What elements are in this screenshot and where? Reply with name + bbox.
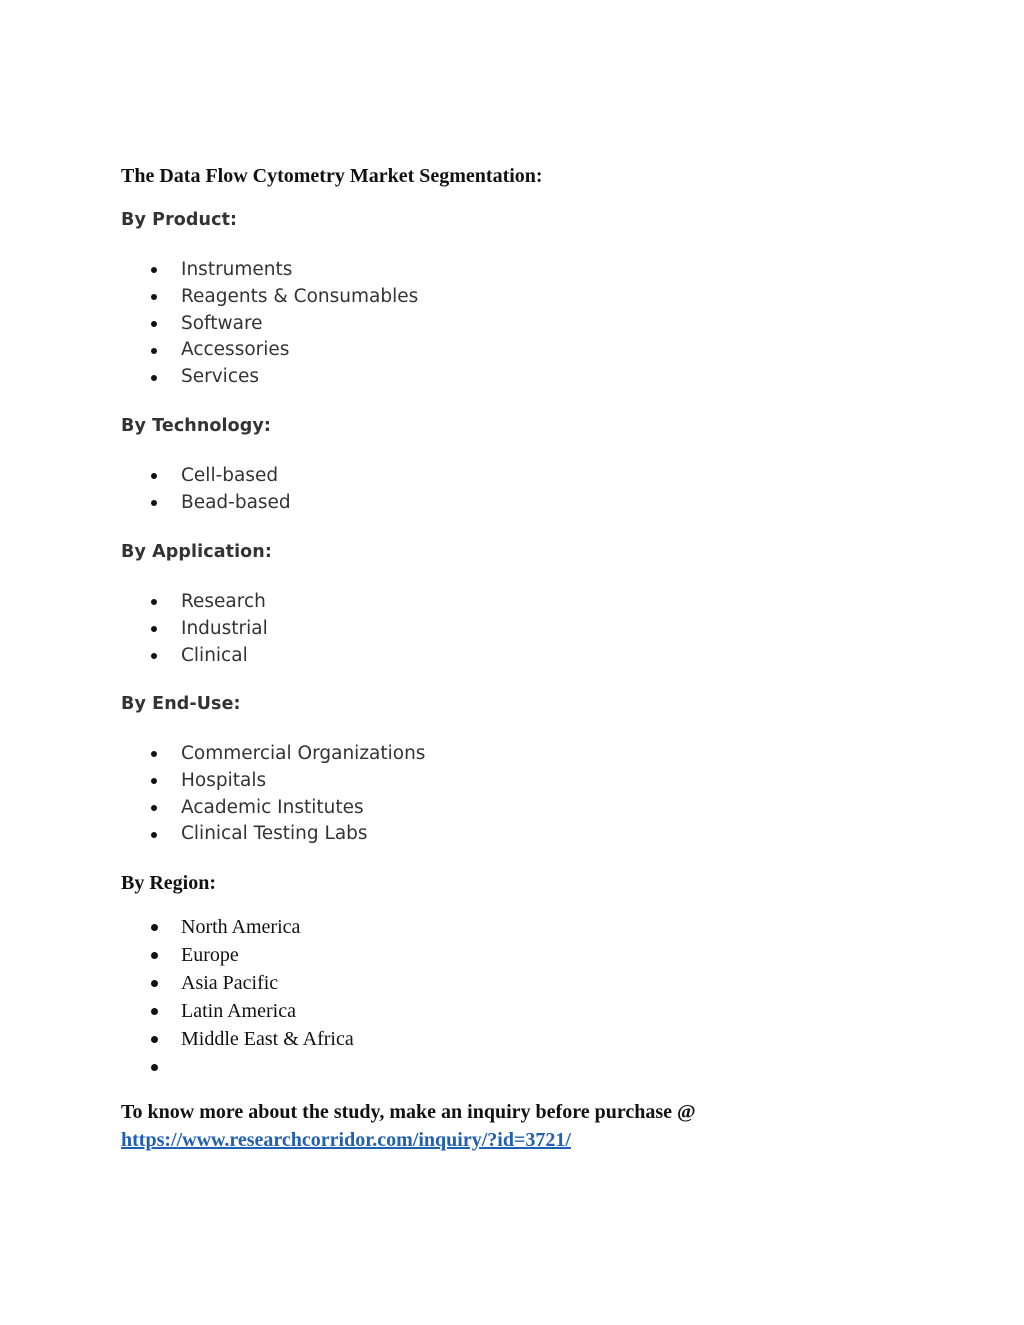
list-item: Middle East & Africa — [0, 1025, 354, 1053]
list-item: Cell-based — [0, 463, 291, 490]
list-item: Commercial Organizations — [0, 741, 425, 768]
section-heading-region: By Region: — [121, 872, 216, 894]
section-heading-end-use: By End-Use: — [121, 694, 241, 714]
list-item: Clinical — [0, 643, 268, 670]
list-item: Services — [0, 364, 418, 391]
list-item: Clinical Testing Labs — [0, 821, 425, 848]
list-item: Bead-based — [0, 490, 291, 517]
list-item: Academic Institutes — [0, 795, 425, 822]
product-list — [0, 257, 418, 391]
bullet-icon — [151, 1064, 158, 1071]
bullet-icon — [151, 924, 158, 931]
end-use-list — [0, 741, 425, 848]
section-heading-application: By Application: — [121, 542, 272, 562]
list-item: Research — [0, 589, 268, 616]
region-list — [0, 913, 354, 1081]
list-item: Asia Pacific — [0, 969, 354, 997]
bullet-icon — [151, 375, 157, 381]
technology-list — [0, 463, 291, 517]
bullet-icon — [151, 980, 158, 987]
bullet-icon — [151, 832, 157, 838]
bullet-icon — [151, 1036, 158, 1043]
list-item-empty — [0, 1053, 354, 1081]
inquiry-text: To know more about the study, make an inquiry before purchase @ — [121, 1101, 696, 1123]
list-item: Software — [0, 311, 418, 338]
bullet-icon — [151, 626, 157, 632]
application-list — [0, 589, 268, 669]
bullet-icon — [151, 599, 157, 605]
list-item: Accessories — [0, 337, 418, 364]
bullet-icon — [151, 267, 157, 273]
section-heading-product: By Product: — [121, 210, 238, 230]
bullet-icon — [151, 294, 157, 300]
list-item: Industrial — [0, 616, 268, 643]
bullet-icon — [151, 500, 157, 506]
list-item: Reagents & Consumables — [0, 284, 418, 311]
list-item: Hospitals — [0, 768, 425, 795]
list-item: Europe — [0, 941, 354, 969]
bullet-icon — [151, 778, 157, 784]
list-item: Latin America — [0, 997, 354, 1025]
bullet-icon — [151, 805, 157, 811]
bullet-icon — [151, 653, 157, 659]
list-item: Instruments — [0, 257, 418, 284]
bullet-icon — [151, 751, 157, 757]
bullet-icon — [151, 952, 158, 959]
inquiry-link[interactable]: https://www.researchcorridor.com/inquiry/?id=3721/ — [121, 1129, 571, 1151]
bullet-icon — [151, 473, 157, 479]
list-item: North America — [0, 913, 354, 941]
document-title: The Data Flow Cytometry Market Segmentation: — [121, 165, 543, 187]
inquiry-paragraph — [121, 1098, 696, 1154]
bullet-icon — [151, 321, 157, 327]
bullet-icon — [151, 1008, 158, 1015]
section-heading-technology: By Technology: — [121, 416, 271, 436]
bullet-icon — [151, 348, 157, 354]
